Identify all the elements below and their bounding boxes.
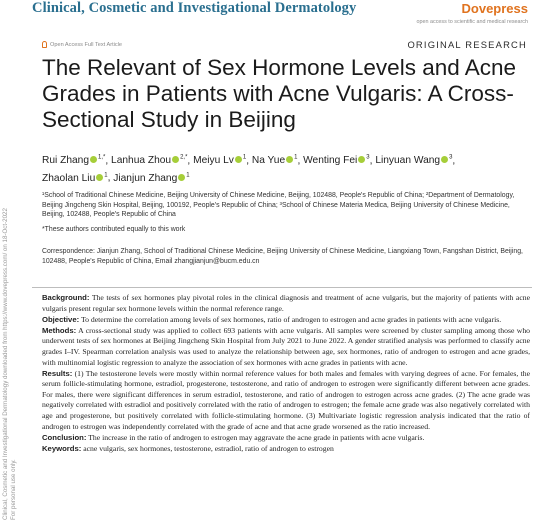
author-affiliation-sup: 3: [449, 155, 453, 161]
conclusion-label: Conclusion:: [42, 432, 87, 442]
download-notice-line: Clinical, Cosmetic and Investigational Dermatology downloaded from https://www.dovepress.com/ on 18-Oct-2022: [2, 208, 9, 520]
personal-use-line: For personal use only.: [10, 459, 17, 520]
author-name-text: Na Yue: [251, 155, 286, 167]
author-affiliation-sup: 2,*: [180, 155, 188, 161]
author-name[interactable]: [303, 155, 370, 166]
orcid-icon[interactable]: [441, 156, 448, 163]
abstract-top-rule: [32, 287, 532, 288]
author-name[interactable]: [252, 155, 298, 166]
abstract-keywords: [42, 444, 530, 455]
affiliations: ¹School of Traditional Chinese Medicine, Beijing University of Chinese Medicine, Beijing, 102488, People's Republic of China; ²Department of Dermatology, Beijing Jingcheng Skin Hospital, Beijing, 100192, People's Republic of China; ³School of Chinese Materia Medica, Beijing University of Chinese Medicine, Beijing, 102488, People's Republic of China: [42, 192, 515, 218]
open-lock-icon: [42, 41, 47, 48]
author-affiliation-sup: 1: [294, 155, 298, 161]
orcid-icon[interactable]: [172, 156, 179, 163]
conclusion-text: The increase in the ratio of androgen to estrogen may aggravate the acne grade in patients with acne vulgaris.: [88, 432, 425, 442]
open-access-label: [42, 41, 122, 48]
results-label: Results:: [42, 368, 73, 378]
paper-title: The Relevant of Sex Hormone Levels and Acne Grades in Patients with Acne Vulgaris: A Cross-Sectional Study in Beijing: [42, 55, 517, 132]
orcid-icon[interactable]: [235, 156, 242, 163]
abstract-results: [42, 369, 530, 433]
orcid-icon[interactable]: [178, 174, 185, 181]
article-type: ORIGINAL RESEARCH: [407, 39, 527, 50]
orcid-icon[interactable]: [286, 156, 293, 163]
methods-label: Methods:: [42, 325, 77, 335]
author-name-text: Wenting Fei: [303, 155, 358, 167]
orcid-icon[interactable]: [96, 174, 103, 181]
orcid-icon[interactable]: [358, 156, 365, 163]
author-name-text: Rui Zhang: [42, 155, 90, 167]
publisher-logo[interactable]: Dovepress: [461, 1, 528, 16]
abstract-conclusion: [42, 433, 530, 444]
author-name-text: Zhaolan Liu: [42, 172, 96, 184]
author-name[interactable]: [42, 173, 108, 184]
author-name[interactable]: [42, 155, 105, 166]
open-access-text: Open Access Full Text Article: [50, 41, 123, 48]
author-affiliation-sup: 1: [104, 172, 108, 179]
author-affiliation-sup: 1,*: [98, 155, 106, 161]
objective-label: Objective:: [42, 314, 80, 324]
results-text: (1) The testosterone levels were mostly within normal reference values for both males and females with varying degrees of acne. For females, the serum follicle-stimulating hormone, estradiol, progesterone, testosterone, and ratio of androgen to estrogen were significantly different between acne grades. For males, there were significant differences in serum estradiol, testosterone, and ratio of androgen to estrogen across acne grades. (2) The acne grade was negatively correlated with estradiol and positively correlated with the ratio of androgen to estrogen; the female acne grade was also negatively correlated with age and progesterone, but positively correlated with follicle-stimulating hormone. (3) Multivariate logistic regression analysis indicated that the ratio of androgen to estrogen was independently correlated with the grade of acne and that acne grade worsened as the ratio increased.: [42, 368, 531, 431]
orcid-icon[interactable]: [90, 156, 97, 163]
author-affiliation-sup: 1: [186, 172, 190, 179]
background-text: The tests of sex hormones play pivotal roles in the clinical diagnosis and treatment of acne vulgaris, but the majority of patients with acne vulgaris present regular sex hormone levels within the normal reference range.: [42, 293, 530, 313]
objective-text: To determine the correlation among levels of sex hormones, ratio of androgen to estrogen and acne grades in patients with acne vulgaris.: [80, 314, 502, 324]
abstract-methods: [42, 326, 530, 368]
keywords-text: acne vulgaris, sex hormones, testosterone, estradiol, ratio of androgen to estrogen: [83, 443, 334, 453]
download-notice: [2, 100, 16, 520]
author-name[interactable]: [375, 155, 452, 166]
author-name[interactable]: [111, 155, 187, 166]
abstract-background: [42, 293, 530, 314]
author-affiliation-sup: 1: [242, 155, 247, 161]
author-affiliation-sup: 3: [366, 155, 370, 161]
author-name-text: Meiyu Lv: [193, 155, 234, 167]
author-name-text: Jianjun Zhang: [113, 172, 178, 184]
abstract: [42, 293, 530, 455]
methods-text: A cross-sectional study was applied to collect 693 patients with acne vulgaris. All samples were screened by cluster sampling among those who underwent tests of sex hormones at Beijing Jingcheng Skin Hospital from July 2021 to June 2022. A gender stratified analysis was performed to classify acne grades I–IV. Spearman correlation analysis was used to analyze the relationship between age, sex hormones, ratio of androgen to estrogen and acne grades, with multinomial logistic regression to analyze the association of sex hormones with acne grades in patients with acne.: [42, 325, 531, 367]
background-label: Background:: [42, 293, 90, 302]
author-name[interactable]: [113, 173, 189, 184]
correspondence: Correspondence: Jianjun Zhang, School of Traditional Chinese Medicine, Beijing University of Chinese Medicine, Liangxiang Town, Fangshan District, Beijing, 102488, People's Republic of China, Email zhangjianjun@bucm.edu.cn: [42, 248, 523, 265]
author-name-text: Lanhua Zhou: [111, 155, 172, 167]
author-name[interactable]: [193, 155, 246, 166]
equal-contribution-note: *These authors contributed equally to this work: [42, 226, 186, 233]
abstract-objective: [42, 315, 530, 326]
keywords-label: Keywords:: [42, 443, 82, 453]
journal-name[interactable]: Clinical, Cosmetic and Investigational Dermatology: [32, 0, 357, 16]
author-name-text: Linyuan Wang: [375, 155, 441, 167]
publisher-tagline: open access to scientific and medical research: [416, 19, 528, 25]
author-list: Rui Zhang $^{1,*}$, Lanhua Zhou $^{2,*}$, Meiyu Lv $^1$, Na Yue $^1$, Wenting Fei $^3$, Linyuan Wang $^3$, Zhaolan Liu $^1$, Jianjun Zhang $^1$: [42, 155, 456, 184]
